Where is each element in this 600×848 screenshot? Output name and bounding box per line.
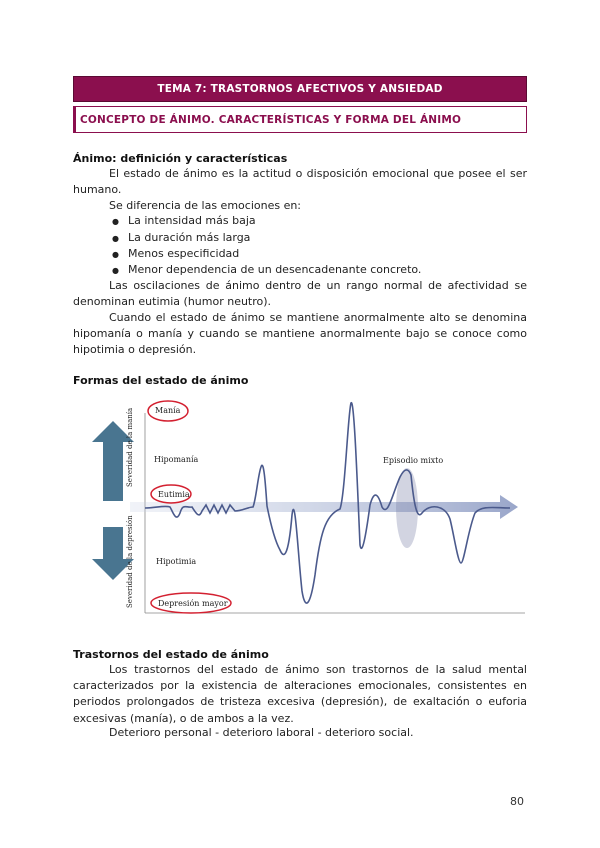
animo-paragraph-3: Las oscilaciones de ánimo dentro de un rango normal de afectividad se denominan eutimia (humor neutro).	[73, 279, 527, 309]
animo-paragraph-1: El estado de ánimo es la actitud o disposición emocional que posee el ser humano.	[73, 167, 527, 197]
formas-heading: Formas del estado de ánimo	[73, 374, 249, 387]
label-hipomania: Hipomanía	[154, 455, 199, 464]
label-eutimia: Eutimia	[158, 490, 190, 499]
list-item: ● Menos especificidad	[128, 247, 239, 260]
section-title: CONCEPTO DE ÁNIMO. CARACTERÍSTICAS Y FORMA DEL ÁNIMO	[73, 106, 527, 133]
trastornos-paragraph-2: Deterioro personal - deterioro laboral - deterioro social.	[109, 726, 414, 739]
label-depresion-mayor: Depresión mayor	[158, 599, 228, 608]
label-mania: Manía	[155, 406, 181, 415]
list-item: ● Menor dependencia de un desencadenante concreto.	[128, 263, 421, 276]
axis-label-depresion: Severidad de la depresión	[126, 515, 134, 608]
list-item: ● La intensidad más baja	[128, 214, 256, 227]
trastornos-heading: Trastornos del estado de ánimo	[73, 648, 269, 661]
list-item: ● La duración más larga	[128, 231, 250, 244]
animo-paragraph-4: Cuando el estado de ánimo se mantiene anormalmente alto se denomina hipomanía o manía y cuando se mantiene anormalmente bajo se conoce como hipotimia o depresión.	[73, 311, 527, 357]
animo-paragraph-2: Se diferencia de las emociones en:	[109, 199, 302, 212]
label-hipotimia: Hipotimia	[156, 557, 197, 566]
chapter-title: TEMA 7: TRASTORNOS AFECTIVOS Y ANSIEDAD	[73, 76, 527, 102]
trastornos-paragraph-1: Los trastornos del estado de ánimo son trastornos de la salud mental caracterizados por la existencia de alteraciones emocionales, consistentes en periodos prolongados de tristeza excesiva (depresión), de exaltación o euforia excesivas (manía), o de ambos a la vez.	[73, 663, 527, 725]
mood-states-diagram	[70, 395, 530, 620]
page-number: 80	[510, 795, 524, 808]
animo-heading: Ánimo: definición y características	[73, 152, 288, 165]
label-episodio-mixto: Episodio mixto	[383, 456, 444, 465]
axis-label-mania: Severidad de la manía	[126, 407, 134, 487]
